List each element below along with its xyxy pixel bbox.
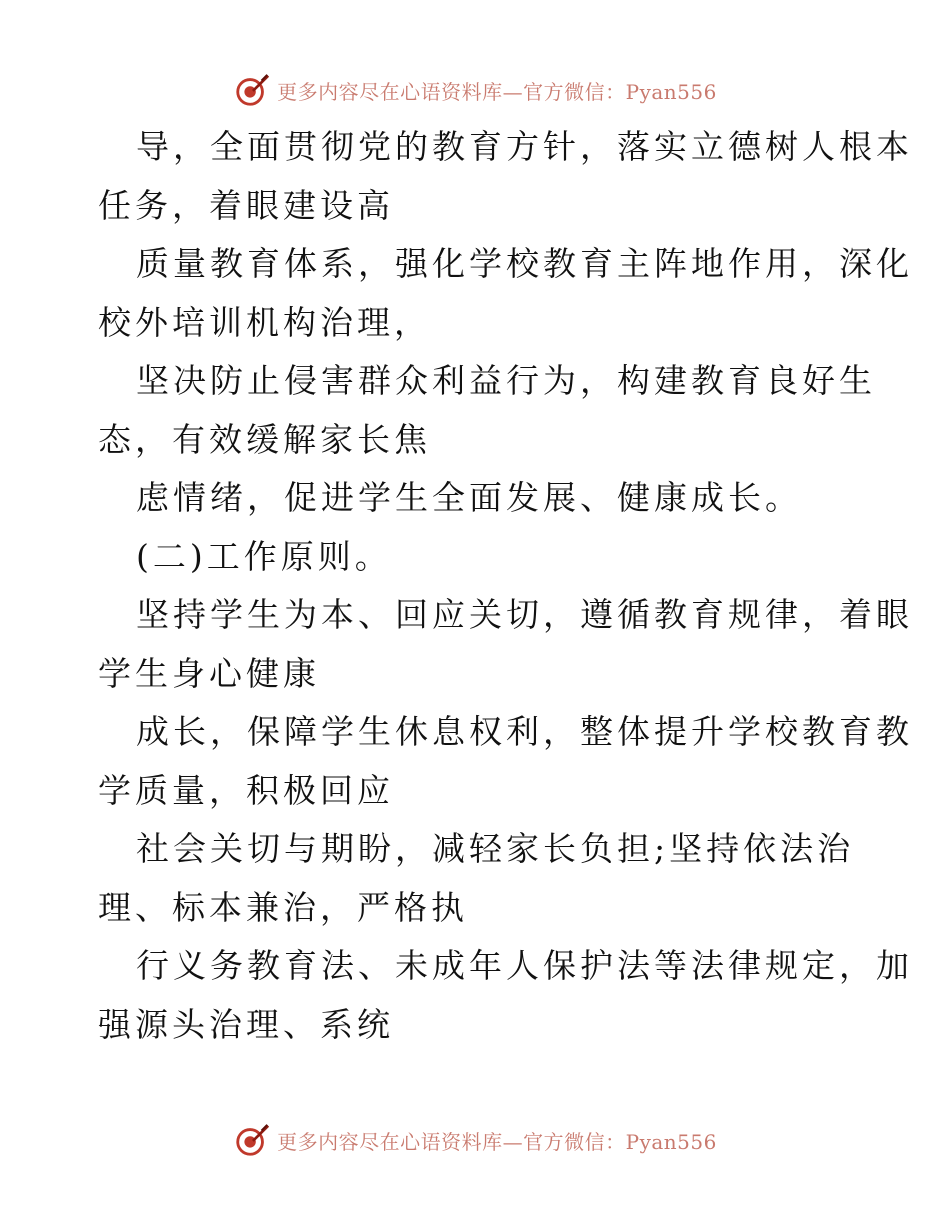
paragraph-line: 社会关切与期盼，减轻家长负担;坚持依法治 [136, 829, 855, 868]
paragraph-line: 导，全面贯彻党的教育方针，落实立德树人根本 [136, 127, 913, 166]
paragraph-line: 坚决防止侵害群众利益行为，构建教育良好生 [136, 361, 876, 400]
paragraph-line: 学质量，积极回应 [98, 770, 394, 810]
paragraph-line: 质量教育体系，强化学校教育主阵地作用，深化 [136, 244, 913, 283]
paragraph-line: 理、标本兼治，严格执 [98, 887, 468, 927]
paragraph-line: 成长，保障学生休息权利，整体提升学校教育教 [136, 712, 913, 751]
pen-logo-icon [233, 1121, 271, 1159]
footer-watermark-banner [0, 1120, 950, 1160]
paragraph-line: 校外培训机构治理， [98, 302, 431, 342]
paragraph-line: 态，有效缓解家长焦 [98, 419, 431, 459]
header-banner-text: 更多内容尽在心语资料库—官方微信：Pyan556 [277, 79, 717, 104]
paragraph-line: 虑情绪，促进学生全面发展、健康成长。 [136, 478, 802, 517]
pen-logo-icon [233, 71, 271, 109]
paragraph-line: 行义务教育法、未成年人保护法等法律规定，加 [136, 946, 913, 985]
paragraph-line: 坚持学生为本、回应关切，遵循教育规律，着眼 [136, 595, 913, 634]
header-watermark-banner [0, 70, 950, 110]
footer-banner-text: 更多内容尽在心语资料库—官方微信：Pyan556 [277, 1129, 717, 1154]
document-body [98, 118, 913, 1054]
paragraph-line: 学生身心健康 [98, 653, 320, 693]
paragraph-line: 任务，着眼建设高 [98, 185, 394, 225]
section-heading: (二)工作原则。 [136, 536, 392, 576]
paragraph-line: 强源头治理、系统 [98, 1004, 394, 1044]
